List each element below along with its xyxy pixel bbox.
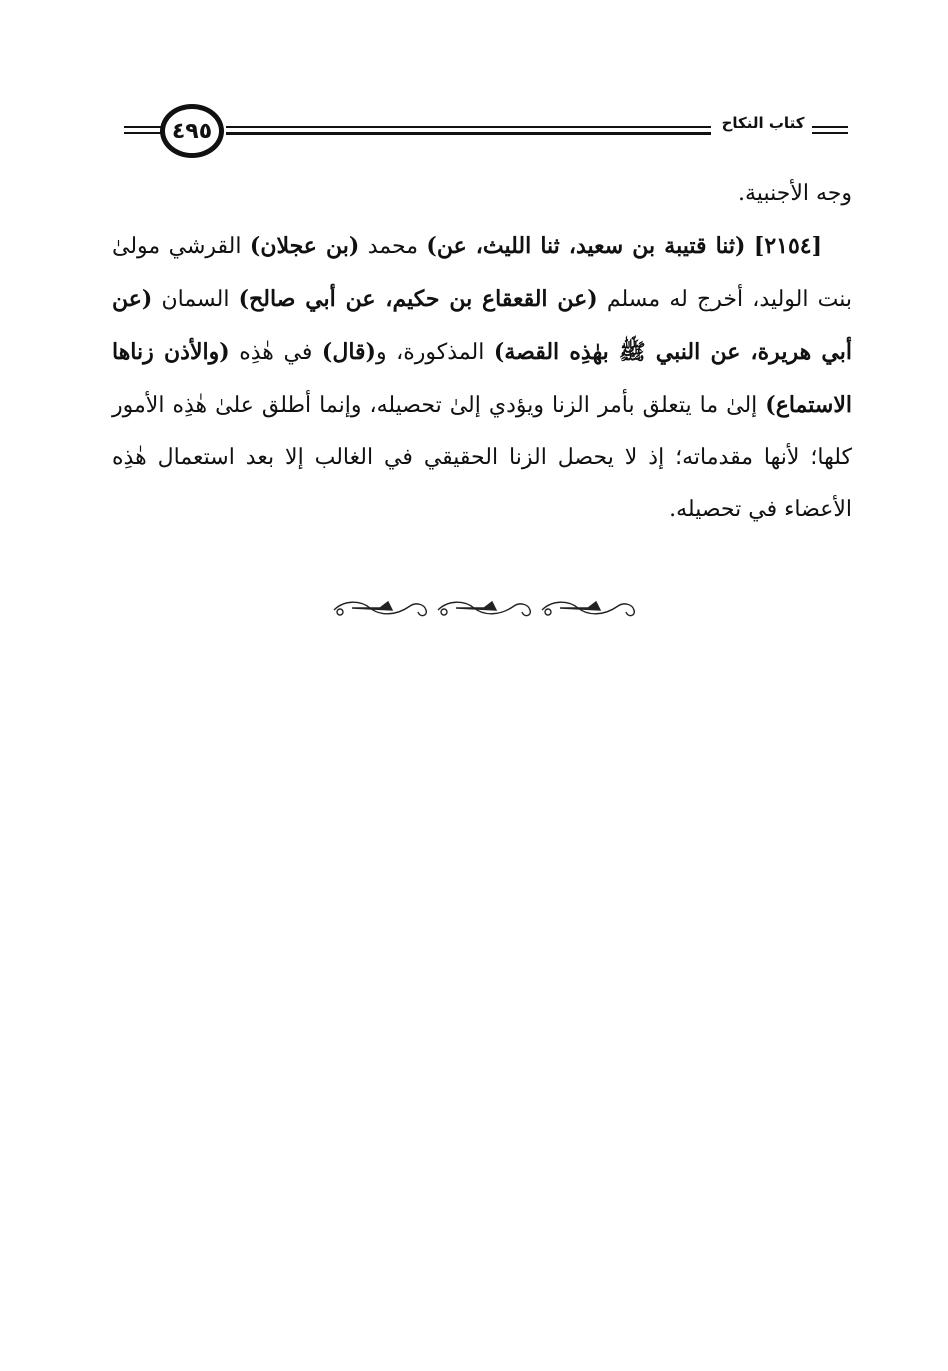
header-rule-middle [226, 126, 711, 134]
text-line-1: وجه الأجنبية. [738, 181, 852, 206]
main-text [112, 168, 852, 536]
commentary-2: القرشي مولىٰ بنت الوليد، أخرج له مسلم [112, 234, 852, 312]
header-rule-right [812, 126, 848, 134]
commentary-3: السمان [152, 287, 239, 312]
page-number: ٤٩٥ [171, 118, 213, 144]
hadith-number: [٢١٥٤] [753, 233, 823, 259]
header-rule-left [124, 126, 162, 134]
chapter-title: كتاب النكاح [721, 114, 805, 132]
page-header [120, 104, 848, 160]
narrator-chain-1: (ثنا قتيبة بن سعيد، ثنا الليث، عن) [426, 233, 746, 259]
narrator-chain-3: (عن القعقاع بن حكيم، عن أبي صالح) [238, 286, 598, 312]
quoted-word: (قال) [321, 339, 376, 365]
commentary-5: في هٰذِه [229, 340, 322, 365]
narrator-chain-2: (بن عجلان) [249, 233, 360, 259]
commentary-1: محمد [359, 234, 427, 259]
narrator-chain-4: (عن أبي هريرة، عن النبي ﷺ بهٰذِه القصة) [112, 286, 852, 365]
page-number-badge [160, 104, 224, 158]
hadith-paragraph [112, 220, 852, 536]
commentary-6: إلىٰ ما يتعلق بأمر الزنا ويؤدي إلىٰ تحصيله، وإنما أطلق علىٰ هٰذِه الأمور كلها؛ لأنها مقدماته؛ إذ لا يحصل الزنا الحقيقي في الغالب إلا بعد استعمال هٰذِه الأعضاء في تحصيله. [112, 393, 852, 522]
quoted-hadith-text: (والأذن زناها الاستماع) [112, 339, 852, 418]
commentary-4: المذكورة، و [375, 340, 494, 365]
floral-divider-icon [330, 592, 642, 624]
